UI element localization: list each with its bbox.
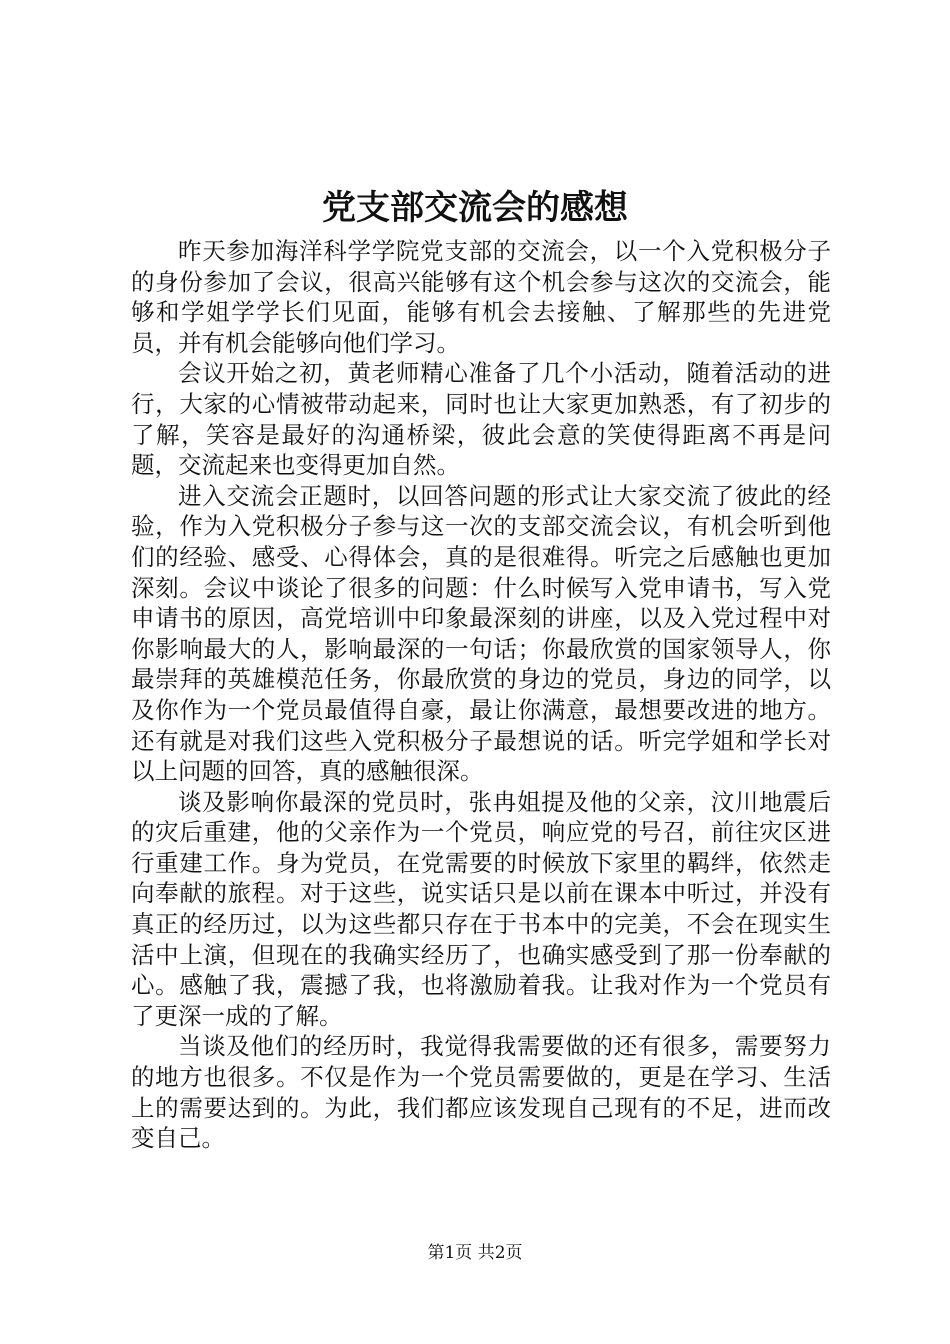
document-title: 党支部交流会的感想 [322, 188, 628, 228]
paragraph-4: 谈及影响你最深的党员时，张冉姐提及他的父亲，汶川地震后的灾后重建，他的父亲作为一个党员，响应党的号召，前往灾区进行重建工作。身为党员，在党需要的时候放下家里的羁绊，依然走向奉献的旅程。对于这些，说实话只是以前在课本中听过，并没有真正的经历过，以为这些都只存在于书本中的完美，不会在现实生活中上演，但现在的我确实经历了，也确实感受到了那一份奉献的心。感触了我，震撼了我，也将激励着我。让我对作为一个党员有了更深一成的了解。 [131, 787, 831, 1030]
page-footer: 第1页 共2页 [427, 1243, 523, 1263]
document-body [131, 236, 831, 1154]
paragraph-3: 进入交流会正题时，以回答问题的形式让大家交流了彼此的经验，作为入党积极分子参与这一次的支部交流会议，有机会听到他们的经验、感受、心得体会，真的是很难得。听完之后感触也更加深刻。会议中谈论了很多的问题：什么时候写入党申请书，写入党申请书的原因，高党培训中印象最深刻的讲座，以及入党过程中对你影响最大的人，影响最深的一句话；你最欣赏的国家领导人，你最崇拜的英雄模范任务，你最欣赏的身边的党员，身边的同学，以及你作为一个党员最值得自豪，最让你满意，最想要改进的地方。还有就是对我们这些入党积极分子最想说的话。听完学姐和学长对以上问题的回答，真的感触很深。 [131, 481, 831, 786]
paragraph-2: 会议开始之初，黄老师精心准备了几个小活动，随着活动的进行，大家的心情被带动起来，同时也让大家更加熟悉，有了初步的了解，笑容是最好的沟通桥梁，彼此会意的笑使得距离不再是问题，交流起来也变得更加自然。 [131, 359, 831, 480]
paragraph-1: 昨天参加海洋科学学院党支部的交流会，以一个入党积极分子的身份参加了会议，很高兴能够有这个机会参与这次的交流会，能够和学姐学学长们见面，能够有机会去接触、了解那些的先进党员，并有机会能够向他们学习。 [131, 237, 831, 357]
paragraph-5: 当谈及他们的经历时，我觉得我需要做的还有很多，需要努力的地方也很多。不仅是作为一个党员需要做的，更是在学习、生活上的需要达到的。为此，我们都应该发现自己现有的不足，进而改变自己。 [131, 1032, 831, 1153]
